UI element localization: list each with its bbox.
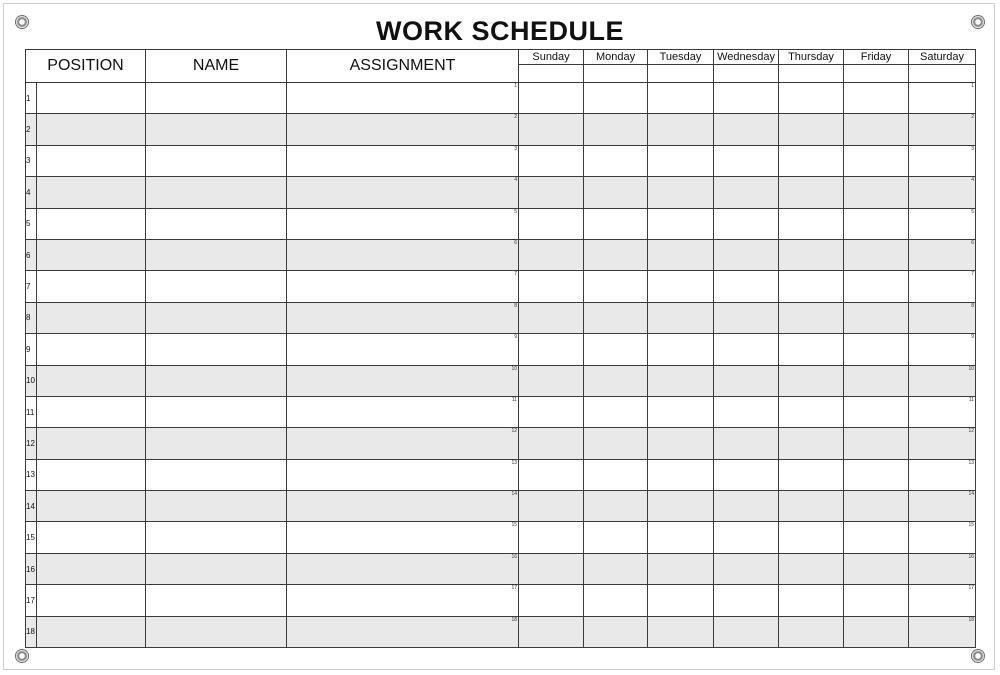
position-cell[interactable]: [37, 177, 146, 208]
name-cell[interactable]: [146, 428, 287, 459]
day-cell-thursday[interactable]: [779, 334, 844, 365]
saturday-row-number: 18: [968, 616, 975, 623]
day-cell-friday[interactable]: [844, 365, 909, 396]
position-cell[interactable]: [37, 365, 146, 396]
day-cell-friday[interactable]: [844, 585, 909, 616]
day-header-friday: Friday: [844, 50, 909, 65]
day-subcell[interactable]: [714, 65, 779, 83]
day-cell-thursday[interactable]: [779, 616, 844, 647]
table-row: [26, 585, 976, 616]
saturday-row-number: 5: [971, 208, 975, 215]
position-cell[interactable]: [37, 553, 146, 584]
day-cell-sunday[interactable]: [519, 491, 584, 522]
day-cell-thursday[interactable]: [779, 114, 844, 145]
day-cell-sunday[interactable]: [519, 83, 584, 114]
position-cell[interactable]: [37, 208, 146, 239]
assignment-row-number: 2: [514, 114, 518, 121]
table-row: [26, 522, 976, 553]
position-cell[interactable]: [37, 616, 146, 647]
day-cell-monday[interactable]: [584, 83, 648, 114]
name-cell[interactable]: [146, 491, 287, 522]
table-row: [26, 365, 976, 396]
day-cell-thursday[interactable]: [779, 396, 844, 427]
day-cell-tuesday[interactable]: [648, 145, 714, 176]
day-header-sunday: Sunday: [519, 50, 584, 65]
day-header-monday: Monday: [584, 50, 648, 65]
position-cell[interactable]: [37, 585, 146, 616]
day-cell-thursday[interactable]: [779, 302, 844, 333]
saturday-row-number: 6: [971, 239, 975, 246]
day-cell-saturday[interactable]: [909, 83, 976, 114]
position-cell[interactable]: [37, 459, 146, 490]
day-header-wednesday: Wednesday: [714, 50, 779, 65]
table-row: [26, 208, 976, 239]
day-cell-thursday[interactable]: [779, 553, 844, 584]
saturday-row-number: 16: [968, 553, 975, 560]
position-cell[interactable]: [37, 239, 146, 270]
row-number: 2: [26, 114, 37, 145]
day-cell-saturday[interactable]: [909, 334, 976, 365]
row-number: 4: [26, 177, 37, 208]
assignment-cell[interactable]: [287, 239, 519, 270]
day-cell-thursday[interactable]: [779, 239, 844, 270]
day-cell-saturday[interactable]: [909, 491, 976, 522]
day-cell-wednesday[interactable]: [714, 585, 779, 616]
day-cell-tuesday[interactable]: [648, 459, 714, 490]
day-cell-monday[interactable]: [584, 114, 648, 145]
assignment-cell[interactable]: [287, 208, 519, 239]
day-cell-sunday[interactable]: [519, 177, 584, 208]
position-cell[interactable]: [37, 396, 146, 427]
day-cell-wednesday[interactable]: [714, 491, 779, 522]
day-cell-wednesday[interactable]: [714, 365, 779, 396]
day-subcell[interactable]: [648, 65, 714, 83]
day-cell-monday[interactable]: [584, 553, 648, 584]
day-cell-wednesday[interactable]: [714, 239, 779, 270]
table-row: [26, 616, 976, 647]
row-number: 10: [26, 365, 37, 396]
assignment-row-number: 18: [511, 616, 518, 623]
day-cell-tuesday[interactable]: [648, 491, 714, 522]
row-number: 15: [26, 522, 37, 553]
day-cell-friday[interactable]: [844, 491, 909, 522]
day-cell-sunday[interactable]: [519, 365, 584, 396]
table-row: [26, 553, 976, 584]
position-cell[interactable]: [37, 491, 146, 522]
day-cell-tuesday[interactable]: [648, 585, 714, 616]
page-title: WORK SCHEDULE: [376, 16, 624, 46]
day-cell-thursday[interactable]: [779, 83, 844, 114]
day-cell-tuesday[interactable]: [648, 616, 714, 647]
table-row: [26, 334, 976, 365]
saturday-row-number: 14: [968, 491, 975, 498]
assignment-row-number: 3: [514, 145, 518, 152]
day-cell-monday[interactable]: [584, 302, 648, 333]
name-cell[interactable]: [146, 83, 287, 114]
assignment-cell[interactable]: [287, 396, 519, 427]
day-cell-wednesday[interactable]: [714, 114, 779, 145]
day-cell-saturday[interactable]: [909, 428, 976, 459]
day-cell-wednesday[interactable]: [714, 208, 779, 239]
day-cell-thursday[interactable]: [779, 585, 844, 616]
name-cell[interactable]: [146, 177, 287, 208]
day-cell-sunday[interactable]: [519, 616, 584, 647]
position-cell[interactable]: [37, 428, 146, 459]
day-cell-friday[interactable]: [844, 522, 909, 553]
day-cell-monday[interactable]: [584, 271, 648, 302]
day-cell-saturday[interactable]: [909, 522, 976, 553]
day-cell-friday[interactable]: [844, 239, 909, 270]
saturday-row-number: 4: [971, 177, 975, 184]
assignment-cell[interactable]: [287, 585, 519, 616]
day-cell-saturday[interactable]: [909, 365, 976, 396]
day-cell-monday[interactable]: [584, 177, 648, 208]
name-cell[interactable]: [146, 239, 287, 270]
day-cell-thursday[interactable]: [779, 365, 844, 396]
day-cell-thursday[interactable]: [779, 208, 844, 239]
assignment-cell[interactable]: [287, 522, 519, 553]
table-row: [26, 239, 976, 270]
day-cell-wednesday[interactable]: [714, 145, 779, 176]
day-cell-tuesday[interactable]: [648, 334, 714, 365]
assignment-row-number: 11: [511, 396, 518, 403]
saturday-row-number: 3: [971, 145, 975, 152]
assignment-row-number: 8: [514, 302, 518, 309]
row-number: 11: [26, 396, 37, 427]
day-subcell[interactable]: [779, 65, 844, 83]
position-cell[interactable]: [37, 271, 146, 302]
name-cell[interactable]: [146, 396, 287, 427]
assignment-cell[interactable]: [287, 145, 519, 176]
day-cell-thursday[interactable]: [779, 271, 844, 302]
row-number: 12: [26, 428, 37, 459]
assignment-cell[interactable]: [287, 553, 519, 584]
assignment-row-number: 1: [514, 83, 518, 89]
day-cell-tuesday[interactable]: [648, 428, 714, 459]
name-cell[interactable]: [146, 271, 287, 302]
name-cell[interactable]: [146, 302, 287, 333]
day-cell-saturday[interactable]: [909, 459, 976, 490]
row-number: 9: [26, 334, 37, 365]
day-subcell[interactable]: [584, 65, 648, 83]
position-cell[interactable]: [37, 145, 146, 176]
assignment-cell[interactable]: [287, 365, 519, 396]
table-row: [26, 177, 976, 208]
name-cell[interactable]: [146, 459, 287, 490]
day-cell-wednesday[interactable]: [714, 396, 779, 427]
assignment-cell[interactable]: [287, 177, 519, 208]
table-row: [26, 428, 976, 459]
assignment-row-number: 10: [511, 365, 518, 372]
assignment-cell[interactable]: [287, 83, 519, 114]
assignment-cell[interactable]: [287, 334, 519, 365]
saturday-row-number: 13: [968, 459, 975, 466]
assignment-row-number: 9: [514, 334, 518, 341]
day-cell-wednesday[interactable]: [714, 177, 779, 208]
assignment-cell[interactable]: [287, 459, 519, 490]
saturday-row-number: 9: [971, 334, 975, 341]
day-cell-saturday[interactable]: [909, 553, 976, 584]
day-cell-wednesday[interactable]: [714, 459, 779, 490]
assignment-row-number: 14: [511, 491, 518, 498]
saturday-row-number: 15: [968, 522, 975, 529]
header-row: [26, 50, 976, 65]
table-row: [26, 271, 976, 302]
day-cell-monday[interactable]: [584, 585, 648, 616]
day-cell-sunday[interactable]: [519, 302, 584, 333]
assignment-cell[interactable]: [287, 271, 519, 302]
position-cell[interactable]: [37, 83, 146, 114]
day-cell-thursday[interactable]: [779, 145, 844, 176]
day-cell-saturday[interactable]: [909, 177, 976, 208]
day-cell-friday[interactable]: [844, 83, 909, 114]
day-cell-monday[interactable]: [584, 396, 648, 427]
day-cell-monday[interactable]: [584, 522, 648, 553]
day-cell-tuesday[interactable]: [648, 553, 714, 584]
row-number: 3: [26, 145, 37, 176]
assignment-row-number: 17: [511, 585, 518, 592]
row-number: 14: [26, 491, 37, 522]
day-cell-wednesday[interactable]: [714, 522, 779, 553]
grommet-bottom-right-icon: [972, 650, 984, 662]
day-cell-friday[interactable]: [844, 428, 909, 459]
day-cell-wednesday[interactable]: [714, 334, 779, 365]
assignment-cell[interactable]: [287, 428, 519, 459]
table-row: [26, 145, 976, 176]
day-cell-saturday[interactable]: [909, 208, 976, 239]
day-cell-sunday[interactable]: [519, 553, 584, 584]
day-subcell[interactable]: [519, 65, 584, 83]
day-cell-thursday[interactable]: [779, 428, 844, 459]
assignment-row-number: 5: [514, 208, 518, 215]
table-row: [26, 396, 976, 427]
row-number: 16: [26, 553, 37, 584]
day-cell-monday[interactable]: [584, 459, 648, 490]
schedule-table: [25, 49, 976, 648]
day-cell-friday[interactable]: [844, 459, 909, 490]
day-cell-saturday[interactable]: [909, 302, 976, 333]
row-number: 13: [26, 459, 37, 490]
assignment-row-number: 15: [511, 522, 518, 529]
day-cell-tuesday[interactable]: [648, 114, 714, 145]
day-cell-thursday[interactable]: [779, 459, 844, 490]
day-cell-wednesday[interactable]: [714, 553, 779, 584]
saturday-row-number: 8: [971, 302, 975, 309]
assignment-row-number: 4: [514, 177, 518, 184]
table-row: [26, 302, 976, 333]
saturday-row-number: 10: [968, 365, 975, 372]
table-row: [26, 114, 976, 145]
day-cell-tuesday[interactable]: [648, 522, 714, 553]
day-cell-friday[interactable]: [844, 177, 909, 208]
day-cell-wednesday[interactable]: [714, 428, 779, 459]
day-cell-tuesday[interactable]: [648, 83, 714, 114]
day-cell-sunday[interactable]: [519, 145, 584, 176]
day-cell-monday[interactable]: [584, 428, 648, 459]
day-header-thursday: Thursday: [779, 50, 844, 65]
day-cell-tuesday[interactable]: [648, 208, 714, 239]
day-subcell[interactable]: [909, 65, 976, 83]
position-cell[interactable]: [37, 302, 146, 333]
name-cell[interactable]: [146, 208, 287, 239]
assignment-row-number: 12: [511, 428, 518, 435]
assignment-row-number: 6: [514, 239, 518, 246]
day-cell-thursday[interactable]: [779, 177, 844, 208]
saturday-row-number: 12: [968, 428, 975, 435]
day-cell-wednesday[interactable]: [714, 302, 779, 333]
name-cell[interactable]: [146, 553, 287, 584]
day-cell-saturday[interactable]: [909, 145, 976, 176]
day-cell-monday[interactable]: [584, 365, 648, 396]
day-cell-saturday[interactable]: [909, 396, 976, 427]
saturday-row-number: 2: [971, 114, 975, 121]
day-cell-wednesday[interactable]: [714, 616, 779, 647]
day-cell-sunday[interactable]: [519, 114, 584, 145]
day-cell-tuesday[interactable]: [648, 271, 714, 302]
day-cell-friday[interactable]: [844, 271, 909, 302]
day-cell-monday[interactable]: [584, 334, 648, 365]
day-cell-saturday[interactable]: [909, 616, 976, 647]
day-cell-saturday[interactable]: [909, 239, 976, 270]
position-cell[interactable]: [37, 114, 146, 145]
day-cell-monday[interactable]: [584, 491, 648, 522]
grommet-bottom-left-icon: [16, 650, 28, 662]
day-cell-friday[interactable]: [844, 553, 909, 584]
day-cell-monday[interactable]: [584, 239, 648, 270]
saturday-row-number: 17: [968, 585, 975, 592]
day-cell-saturday[interactable]: [909, 271, 976, 302]
saturday-row-number: 11: [968, 396, 975, 403]
day-cell-saturday[interactable]: [909, 114, 976, 145]
day-cell-friday[interactable]: [844, 302, 909, 333]
table-row: [26, 459, 976, 490]
day-cell-monday[interactable]: [584, 616, 648, 647]
day-cell-tuesday[interactable]: [648, 396, 714, 427]
day-cell-thursday[interactable]: [779, 491, 844, 522]
day-cell-wednesday[interactable]: [714, 271, 779, 302]
assignment-row-number: 13: [511, 459, 518, 466]
position-header: POSITION: [26, 50, 146, 83]
day-cell-tuesday[interactable]: [648, 302, 714, 333]
day-cell-tuesday[interactable]: [648, 177, 714, 208]
day-cell-thursday[interactable]: [779, 522, 844, 553]
day-cell-sunday[interactable]: [519, 459, 584, 490]
assignment-cell[interactable]: [287, 114, 519, 145]
saturday-row-number: 7: [971, 271, 975, 278]
day-cell-tuesday[interactable]: [648, 365, 714, 396]
assignment-cell[interactable]: [287, 616, 519, 647]
schedule-rows: [26, 83, 976, 648]
assignment-cell[interactable]: [287, 491, 519, 522]
name-cell[interactable]: [146, 365, 287, 396]
table-row: [26, 83, 976, 114]
day-cell-friday[interactable]: [844, 616, 909, 647]
day-cell-friday[interactable]: [844, 114, 909, 145]
day-cell-sunday[interactable]: [519, 396, 584, 427]
assignment-cell[interactable]: [287, 302, 519, 333]
day-cell-sunday[interactable]: [519, 522, 584, 553]
position-cell[interactable]: [37, 522, 146, 553]
day-cell-monday[interactable]: [584, 145, 648, 176]
row-number: 7: [26, 271, 37, 302]
assignment-row-number: 7: [514, 271, 518, 278]
day-cell-tuesday[interactable]: [648, 239, 714, 270]
day-header-saturday: Saturday: [909, 50, 976, 65]
row-number: 17: [26, 585, 37, 616]
day-cell-friday[interactable]: [844, 145, 909, 176]
name-header: NAME: [146, 50, 287, 83]
assignment-header: ASSIGNMENT: [287, 50, 519, 83]
day-cell-sunday[interactable]: [519, 271, 584, 302]
position-cell[interactable]: [37, 334, 146, 365]
day-cell-sunday[interactable]: [519, 585, 584, 616]
name-cell[interactable]: [146, 145, 287, 176]
name-cell[interactable]: [146, 522, 287, 553]
name-cell[interactable]: [146, 616, 287, 647]
day-cell-friday[interactable]: [844, 334, 909, 365]
row-number: 5: [26, 208, 37, 239]
day-cell-friday[interactable]: [844, 396, 909, 427]
day-cell-sunday[interactable]: [519, 428, 584, 459]
saturday-row-number: 1: [971, 83, 975, 89]
name-cell[interactable]: [146, 585, 287, 616]
day-cell-sunday[interactable]: [519, 208, 584, 239]
day-cell-sunday[interactable]: [519, 239, 584, 270]
day-header-tuesday: Tuesday: [648, 50, 714, 65]
row-number: 6: [26, 239, 37, 270]
day-cell-saturday[interactable]: [909, 585, 976, 616]
day-cell-wednesday[interactable]: [714, 83, 779, 114]
row-number: 8: [26, 302, 37, 333]
day-subcell[interactable]: [844, 65, 909, 83]
day-cell-sunday[interactable]: [519, 334, 584, 365]
assignment-row-number: 16: [511, 553, 518, 560]
table-row: [26, 491, 976, 522]
name-cell[interactable]: [146, 334, 287, 365]
day-cell-monday[interactable]: [584, 208, 648, 239]
name-cell[interactable]: [146, 114, 287, 145]
row-number: 18: [26, 616, 37, 647]
day-cell-friday[interactable]: [844, 208, 909, 239]
row-number: 1: [26, 83, 37, 114]
